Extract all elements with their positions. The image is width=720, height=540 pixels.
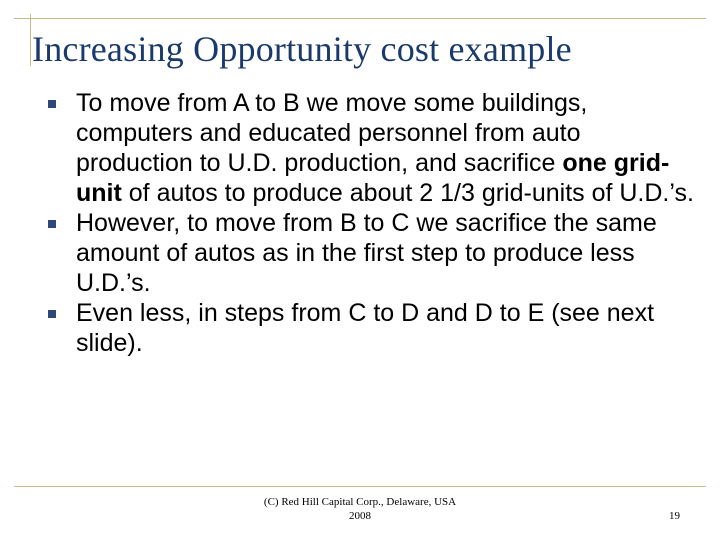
bullet-item: [42, 298, 702, 358]
bullet-bold-text: one grid-unit: [76, 149, 670, 207]
bullet-text-part: To move from A to B we move some buildings, computers and educated personnel from auto production to U.D. production, and sacrifice: [76, 89, 588, 177]
title-accent-vertical-line: [30, 14, 31, 66]
square-bullet-icon: [48, 310, 56, 318]
bullet-text-part: of autos to produce about 2 1/3 grid-units of U.D.’s.: [121, 179, 694, 207]
square-bullet-icon: [48, 100, 56, 108]
bullet-item: [42, 88, 702, 208]
slide-title: Increasing Opportunity cost example: [32, 29, 572, 69]
footer-divider-line: [14, 486, 706, 487]
square-bullet-icon: [48, 220, 56, 228]
bullet-text: Even less, in steps from C to D and D to E (see next slide).: [76, 299, 655, 357]
page-number: 19: [669, 510, 680, 522]
title-accent-horizontal-line: [14, 18, 706, 19]
bullet-list: [42, 88, 702, 358]
footer-copyright: [240, 495, 480, 523]
bullet-text: However, to move from B to C we sacrifice the same amount of autos as in the first step to produce less U.D.’s.: [76, 209, 657, 297]
bullet-item: [42, 208, 702, 298]
footer-line-2: 2008: [349, 510, 371, 522]
footer-line-1: (C) Red Hill Capital Corp., Delaware, USA: [263, 496, 457, 508]
